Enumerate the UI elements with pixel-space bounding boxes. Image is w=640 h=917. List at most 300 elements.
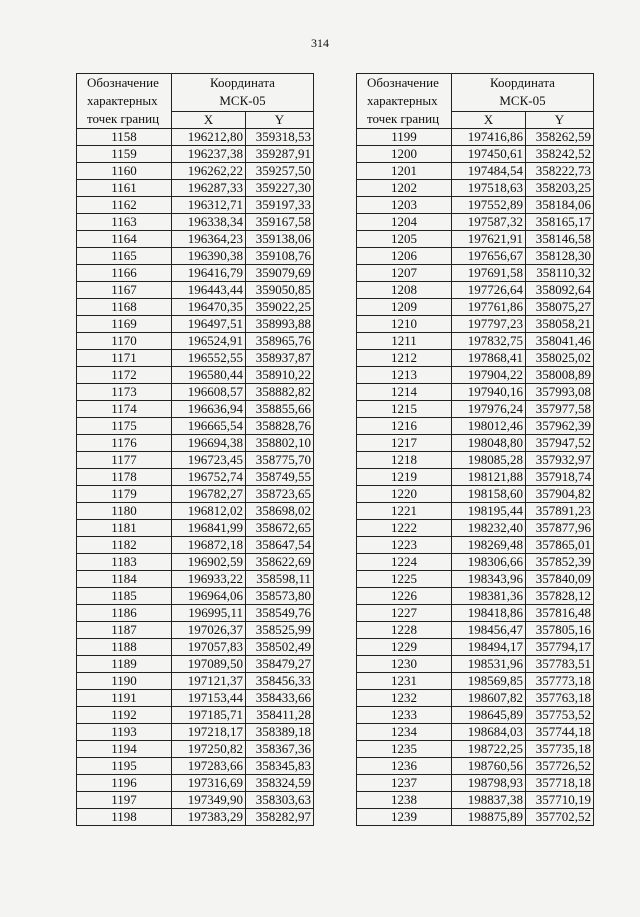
y-coordinate-cell: 357805,16 — [526, 622, 594, 639]
point-number-cell: 1207 — [357, 265, 452, 282]
y-coordinate-cell: 357865,01 — [526, 537, 594, 554]
table-row — [77, 401, 314, 418]
table-row — [77, 690, 314, 707]
coordinates-table-left — [76, 73, 314, 826]
y-coordinate-cell: 357710,19 — [526, 792, 594, 809]
table-row — [77, 367, 314, 384]
header-line: точек границ — [87, 111, 160, 126]
table-row — [77, 384, 314, 401]
point-number-cell: 1211 — [357, 333, 452, 350]
header-line: характерных — [87, 93, 158, 108]
y-coordinate-cell: 358041,46 — [526, 333, 594, 350]
table-row — [357, 571, 594, 588]
y-coordinate-cell: 358672,65 — [246, 520, 314, 537]
header-line: точек границ — [367, 111, 440, 126]
point-number-cell: 1166 — [77, 265, 172, 282]
point-number-cell: 1187 — [77, 622, 172, 639]
table-row — [77, 605, 314, 622]
point-number-cell: 1161 — [77, 180, 172, 197]
table-row — [357, 316, 594, 333]
point-number-cell: 1219 — [357, 469, 452, 486]
table-row — [357, 401, 594, 418]
table-row — [77, 231, 314, 248]
table-row — [357, 673, 594, 690]
table-row — [77, 588, 314, 605]
x-coordinate-cell: 196694,38 — [172, 435, 246, 452]
x-coordinate-cell: 197316,69 — [172, 775, 246, 792]
y-coordinate-cell: 357947,52 — [526, 435, 594, 452]
point-number-cell: 1189 — [77, 656, 172, 673]
y-coordinate-cell: 359108,76 — [246, 248, 314, 265]
y-coordinate-cell: 359318,53 — [246, 129, 314, 146]
header-line: Обозначение — [87, 75, 159, 90]
y-coordinate-cell: 358345,83 — [246, 758, 314, 775]
x-coordinate-cell: 198684,03 — [452, 724, 526, 741]
point-number-cell: 1220 — [357, 486, 452, 503]
table-row — [357, 435, 594, 452]
y-coordinate-cell: 359138,06 — [246, 231, 314, 248]
y-coordinate-cell: 359197,33 — [246, 197, 314, 214]
table-row — [357, 214, 594, 231]
point-number-cell: 1184 — [77, 571, 172, 588]
x-coordinate-cell: 196933,22 — [172, 571, 246, 588]
table-row — [357, 248, 594, 265]
y-coordinate-cell: 358775,70 — [246, 452, 314, 469]
table-row — [357, 792, 594, 809]
table-row — [357, 384, 594, 401]
y-coordinate-cell: 358184,06 — [526, 197, 594, 214]
table-row — [357, 469, 594, 486]
x-coordinate-cell: 196812,02 — [172, 503, 246, 520]
header-row — [77, 74, 314, 112]
table-row — [357, 299, 594, 316]
y-coordinate-cell: 358965,76 — [246, 333, 314, 350]
point-number-cell: 1182 — [77, 537, 172, 554]
point-number-cell: 1174 — [77, 401, 172, 418]
point-number-cell: 1201 — [357, 163, 452, 180]
table-row — [77, 792, 314, 809]
table-row — [77, 741, 314, 758]
x-coordinate-cell: 198875,89 — [452, 809, 526, 826]
y-coordinate-cell: 358882,82 — [246, 384, 314, 401]
point-number-cell: 1181 — [77, 520, 172, 537]
table-row — [77, 435, 314, 452]
y-header: Y — [526, 111, 594, 128]
point-number-cell: 1228 — [357, 622, 452, 639]
point-number-cell: 1162 — [77, 197, 172, 214]
table-row — [357, 605, 594, 622]
table-row — [77, 452, 314, 469]
x-coordinate-cell: 198722,25 — [452, 741, 526, 758]
y-coordinate-cell: 358165,17 — [526, 214, 594, 231]
y-coordinate-cell: 357773,18 — [526, 673, 594, 690]
y-coordinate-cell: 357816,48 — [526, 605, 594, 622]
y-coordinate-cell: 358910,22 — [246, 367, 314, 384]
point-number-cell: 1204 — [357, 214, 452, 231]
point-number-cell: 1203 — [357, 197, 452, 214]
x-coordinate-cell: 197940,16 — [452, 384, 526, 401]
y-coordinate-cell: 358262,59 — [526, 129, 594, 146]
x-coordinate-cell: 196416,79 — [172, 265, 246, 282]
x-coordinate-cell: 198456,47 — [452, 622, 526, 639]
table-row — [77, 707, 314, 724]
x-coordinate-cell: 198195,44 — [452, 503, 526, 520]
point-number-cell: 1200 — [357, 146, 452, 163]
point-number-cell: 1197 — [77, 792, 172, 809]
point-number-cell: 1170 — [77, 333, 172, 350]
y-coordinate-cell: 358128,30 — [526, 248, 594, 265]
x-coordinate-cell: 196902,59 — [172, 554, 246, 571]
x-coordinate-cell: 198232,40 — [452, 520, 526, 537]
point-number-cell: 1178 — [77, 469, 172, 486]
point-number-cell: 1212 — [357, 350, 452, 367]
x-coordinate-cell: 197868,41 — [452, 350, 526, 367]
table-row — [77, 146, 314, 163]
table-row — [77, 350, 314, 367]
y-coordinate-cell: 358075,27 — [526, 299, 594, 316]
point-number-cell: 1218 — [357, 452, 452, 469]
x-coordinate-cell: 196262,22 — [172, 163, 246, 180]
x-coordinate-cell: 198798,93 — [452, 775, 526, 792]
point-number-cell: 1186 — [77, 605, 172, 622]
x-coordinate-cell: 197026,37 — [172, 622, 246, 639]
point-number-cell: 1179 — [77, 486, 172, 503]
point-number-cell: 1229 — [357, 639, 452, 656]
y-header: Y — [246, 111, 314, 128]
point-number-cell: 1199 — [357, 129, 452, 146]
point-number-cell: 1206 — [357, 248, 452, 265]
point-number-cell: 1175 — [77, 418, 172, 435]
table-row — [357, 163, 594, 180]
y-coordinate-cell: 358802,10 — [246, 435, 314, 452]
x-coordinate-cell: 196665,54 — [172, 418, 246, 435]
x-coordinate-cell: 198494,17 — [452, 639, 526, 656]
y-coordinate-cell: 358110,32 — [526, 265, 594, 282]
point-number-cell: 1185 — [77, 588, 172, 605]
y-coordinate-cell: 358456,33 — [246, 673, 314, 690]
x-coordinate-cell: 197904,22 — [452, 367, 526, 384]
table-row — [357, 537, 594, 554]
x-coordinate-cell: 198121,88 — [452, 469, 526, 486]
table-row — [77, 129, 314, 146]
table-row — [357, 367, 594, 384]
point-number-cell: 1164 — [77, 231, 172, 248]
x-coordinate-cell: 196443,44 — [172, 282, 246, 299]
page-number: 314 — [311, 36, 329, 50]
point-number-cell: 1167 — [77, 282, 172, 299]
y-coordinate-cell: 358146,58 — [526, 231, 594, 248]
table-row — [357, 622, 594, 639]
y-coordinate-cell: 357828,12 — [526, 588, 594, 605]
table-row — [77, 163, 314, 180]
y-coordinate-cell: 357840,09 — [526, 571, 594, 588]
x-coordinate-cell: 198569,85 — [452, 673, 526, 690]
table-row — [357, 265, 594, 282]
y-coordinate-cell: 359167,58 — [246, 214, 314, 231]
y-coordinate-cell: 359287,91 — [246, 146, 314, 163]
x-coordinate-cell: 197121,37 — [172, 673, 246, 690]
point-number-cell: 1217 — [357, 435, 452, 452]
x-coordinate-cell: 196723,45 — [172, 452, 246, 469]
y-coordinate-cell: 357794,17 — [526, 639, 594, 656]
y-coordinate-cell: 358433,66 — [246, 690, 314, 707]
point-number-cell: 1198 — [77, 809, 172, 826]
y-coordinate-cell: 358282,97 — [246, 809, 314, 826]
x-coordinate-cell: 196782,27 — [172, 486, 246, 503]
point-number-cell: 1223 — [357, 537, 452, 554]
point-number-cell: 1224 — [357, 554, 452, 571]
table-row — [77, 282, 314, 299]
x-coordinate-cell: 197656,67 — [452, 248, 526, 265]
point-number-cell: 1235 — [357, 741, 452, 758]
point-number-cell: 1216 — [357, 418, 452, 435]
y-coordinate-cell: 357753,52 — [526, 707, 594, 724]
table-row — [77, 724, 314, 741]
point-number-cell: 1237 — [357, 775, 452, 792]
x-coordinate-cell: 198343,96 — [452, 571, 526, 588]
x-coordinate-cell: 197797,23 — [452, 316, 526, 333]
point-number-cell: 1158 — [77, 129, 172, 146]
point-number-cell: 1213 — [357, 367, 452, 384]
point-number-cell: 1176 — [77, 435, 172, 452]
table-row — [357, 809, 594, 826]
x-coordinate-cell: 197250,82 — [172, 741, 246, 758]
table-row — [77, 248, 314, 265]
y-coordinate-cell: 358058,21 — [526, 316, 594, 333]
x-coordinate-cell: 197057,83 — [172, 639, 246, 656]
table-row — [357, 554, 594, 571]
table-row — [357, 418, 594, 435]
point-number-cell: 1225 — [357, 571, 452, 588]
y-coordinate-cell: 358025,02 — [526, 350, 594, 367]
x-coordinate-cell: 198531,96 — [452, 656, 526, 673]
table-row — [357, 197, 594, 214]
point-number-cell: 1209 — [357, 299, 452, 316]
y-coordinate-cell: 358828,76 — [246, 418, 314, 435]
coordinate-system-header — [452, 74, 594, 112]
x-header: X — [452, 111, 526, 128]
table-row — [77, 418, 314, 435]
point-number-cell: 1196 — [77, 775, 172, 792]
header-line: МСК-05 — [219, 93, 266, 109]
x-coordinate-cell: 197691,58 — [452, 265, 526, 282]
table-row — [77, 333, 314, 350]
y-coordinate-cell: 358622,69 — [246, 554, 314, 571]
table-row — [77, 809, 314, 826]
point-number-cell: 1188 — [77, 639, 172, 656]
point-number-cell: 1205 — [357, 231, 452, 248]
table-row — [357, 350, 594, 367]
table-row — [357, 129, 594, 146]
table-row — [77, 469, 314, 486]
y-coordinate-cell: 359227,30 — [246, 180, 314, 197]
table-row — [77, 214, 314, 231]
header-line: МСК-05 — [499, 93, 546, 109]
y-coordinate-cell: 358993,88 — [246, 316, 314, 333]
header-row — [357, 74, 594, 112]
point-number-cell: 1202 — [357, 180, 452, 197]
table-row — [357, 639, 594, 656]
y-coordinate-cell: 358698,02 — [246, 503, 314, 520]
table-row — [77, 180, 314, 197]
y-coordinate-cell: 358092,64 — [526, 282, 594, 299]
y-coordinate-cell: 358303,63 — [246, 792, 314, 809]
point-number-cell: 1214 — [357, 384, 452, 401]
point-number-cell: 1193 — [77, 724, 172, 741]
table-row — [77, 775, 314, 792]
point-number-cell: 1227 — [357, 605, 452, 622]
point-number-cell: 1192 — [77, 707, 172, 724]
y-coordinate-cell: 358203,25 — [526, 180, 594, 197]
x-coordinate-cell: 196470,35 — [172, 299, 246, 316]
table-row — [77, 537, 314, 554]
x-coordinate-cell: 196237,38 — [172, 146, 246, 163]
y-coordinate-cell: 357852,39 — [526, 554, 594, 571]
header-line: Обозначение — [367, 75, 439, 90]
x-coordinate-cell: 197349,90 — [172, 792, 246, 809]
x-coordinate-cell: 197283,66 — [172, 758, 246, 775]
x-coordinate-cell: 196995,11 — [172, 605, 246, 622]
point-designation-header — [357, 74, 452, 129]
point-number-cell: 1222 — [357, 520, 452, 537]
x-coordinate-cell: 198645,89 — [452, 707, 526, 724]
table-row — [357, 741, 594, 758]
table-row — [77, 656, 314, 673]
x-coordinate-cell: 197416,86 — [452, 129, 526, 146]
point-number-cell: 1232 — [357, 690, 452, 707]
x-coordinate-cell: 196636,94 — [172, 401, 246, 418]
point-number-cell: 1183 — [77, 554, 172, 571]
y-coordinate-cell: 358749,55 — [246, 469, 314, 486]
x-coordinate-cell: 198048,80 — [452, 435, 526, 452]
x-coordinate-cell: 198012,46 — [452, 418, 526, 435]
point-number-cell: 1191 — [77, 690, 172, 707]
y-coordinate-cell: 357726,52 — [526, 758, 594, 775]
x-coordinate-cell: 197089,50 — [172, 656, 246, 673]
point-designation-header — [77, 74, 172, 129]
y-coordinate-cell: 357783,51 — [526, 656, 594, 673]
x-coordinate-cell: 198837,38 — [452, 792, 526, 809]
y-coordinate-cell: 357932,97 — [526, 452, 594, 469]
coordinate-system-header — [172, 74, 314, 112]
y-coordinate-cell: 357962,39 — [526, 418, 594, 435]
y-coordinate-cell: 357877,96 — [526, 520, 594, 537]
table-row — [357, 775, 594, 792]
point-number-cell: 1238 — [357, 792, 452, 809]
table-row — [357, 180, 594, 197]
point-number-cell: 1180 — [77, 503, 172, 520]
x-coordinate-cell: 196287,33 — [172, 180, 246, 197]
point-number-cell: 1165 — [77, 248, 172, 265]
x-coordinate-cell: 196964,06 — [172, 588, 246, 605]
table-row — [357, 282, 594, 299]
point-number-cell: 1160 — [77, 163, 172, 180]
y-coordinate-cell: 359257,50 — [246, 163, 314, 180]
y-coordinate-cell: 358222,73 — [526, 163, 594, 180]
point-number-cell: 1208 — [357, 282, 452, 299]
header-line: Координата — [210, 75, 275, 91]
table-row — [357, 146, 594, 163]
point-number-cell: 1169 — [77, 316, 172, 333]
table-row — [77, 299, 314, 316]
x-coordinate-cell: 197484,54 — [452, 163, 526, 180]
x-coordinate-cell: 197518,63 — [452, 180, 526, 197]
x-coordinate-cell: 198158,60 — [452, 486, 526, 503]
y-coordinate-cell: 358855,66 — [246, 401, 314, 418]
x-coordinate-cell: 196552,55 — [172, 350, 246, 367]
table-row — [357, 690, 594, 707]
point-number-cell: 1236 — [357, 758, 452, 775]
table-row — [357, 758, 594, 775]
x-coordinate-cell: 197185,71 — [172, 707, 246, 724]
x-coordinate-cell: 197621,91 — [452, 231, 526, 248]
x-coordinate-cell: 197552,89 — [452, 197, 526, 214]
x-coordinate-cell: 198418,86 — [452, 605, 526, 622]
point-number-cell: 1234 — [357, 724, 452, 741]
x-coordinate-cell: 198085,28 — [452, 452, 526, 469]
y-coordinate-cell: 357904,82 — [526, 486, 594, 503]
point-number-cell: 1177 — [77, 452, 172, 469]
y-coordinate-cell: 358573,80 — [246, 588, 314, 605]
x-coordinate-cell: 198760,56 — [452, 758, 526, 775]
x-coordinate-cell: 198306,66 — [452, 554, 526, 571]
x-coordinate-cell: 196338,34 — [172, 214, 246, 231]
y-coordinate-cell: 358389,18 — [246, 724, 314, 741]
point-number-cell: 1239 — [357, 809, 452, 826]
table-row — [357, 724, 594, 741]
x-coordinate-cell: 198607,82 — [452, 690, 526, 707]
y-coordinate-cell: 358324,59 — [246, 775, 314, 792]
table-body — [357, 129, 594, 826]
header-line: характерных — [367, 93, 438, 108]
table-row — [357, 452, 594, 469]
y-coordinate-cell: 358502,49 — [246, 639, 314, 656]
point-number-cell: 1210 — [357, 316, 452, 333]
table-row — [357, 520, 594, 537]
table-row — [77, 554, 314, 571]
x-header: X — [172, 111, 246, 128]
table-row — [357, 333, 594, 350]
x-coordinate-cell: 196212,80 — [172, 129, 246, 146]
y-coordinate-cell: 357735,18 — [526, 741, 594, 758]
y-coordinate-cell: 357702,52 — [526, 809, 594, 826]
point-number-cell: 1230 — [357, 656, 452, 673]
x-coordinate-cell: 196841,99 — [172, 520, 246, 537]
point-number-cell: 1159 — [77, 146, 172, 163]
header-line: Координата — [490, 75, 555, 91]
x-coordinate-cell: 196312,71 — [172, 197, 246, 214]
x-coordinate-cell: 197976,24 — [452, 401, 526, 418]
y-coordinate-cell: 359050,85 — [246, 282, 314, 299]
y-coordinate-cell: 357891,23 — [526, 503, 594, 520]
y-coordinate-cell: 357763,18 — [526, 690, 594, 707]
point-number-cell: 1194 — [77, 741, 172, 758]
x-coordinate-cell: 197587,32 — [452, 214, 526, 231]
y-coordinate-cell: 359079,69 — [246, 265, 314, 282]
point-number-cell: 1231 — [357, 673, 452, 690]
x-coordinate-cell: 197761,86 — [452, 299, 526, 316]
table-row — [77, 673, 314, 690]
point-number-cell: 1226 — [357, 588, 452, 605]
table-row — [77, 316, 314, 333]
x-coordinate-cell: 197153,44 — [172, 690, 246, 707]
y-coordinate-cell: 358598,11 — [246, 571, 314, 588]
y-coordinate-cell: 358723,65 — [246, 486, 314, 503]
x-coordinate-cell: 196497,51 — [172, 316, 246, 333]
y-coordinate-cell: 357718,18 — [526, 775, 594, 792]
table-row — [77, 520, 314, 537]
x-coordinate-cell: 197218,17 — [172, 724, 246, 741]
